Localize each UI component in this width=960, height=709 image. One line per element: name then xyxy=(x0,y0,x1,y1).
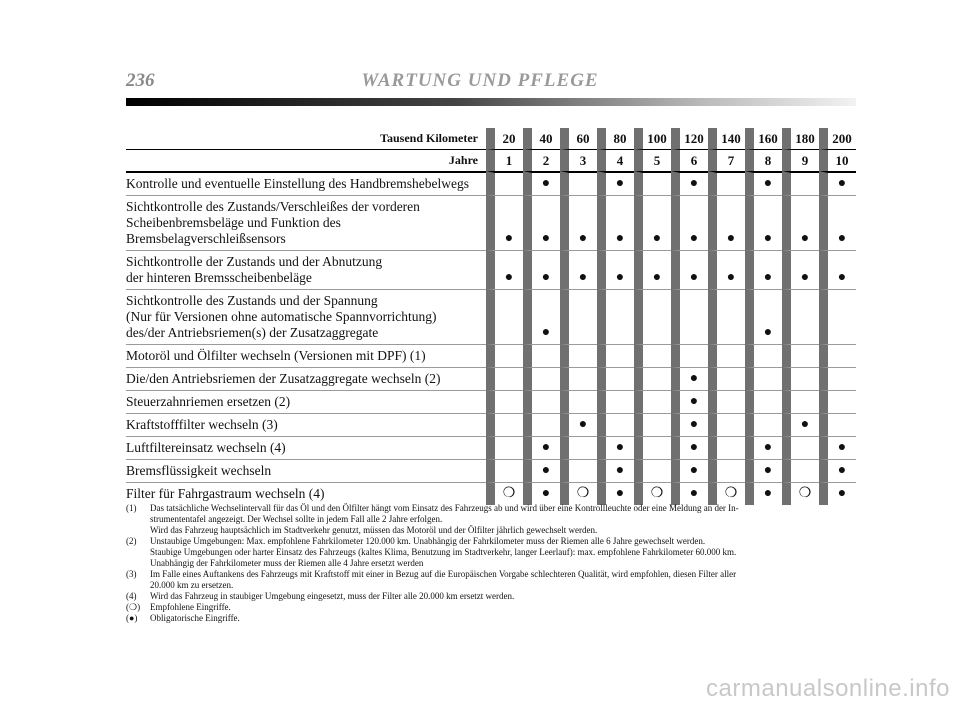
empty-mark-cell xyxy=(597,367,634,390)
empty-mark-cell xyxy=(634,344,671,367)
empty-mark-cell xyxy=(708,390,745,413)
empty-mark-cell xyxy=(745,367,782,390)
table-row xyxy=(126,390,856,413)
kilometer-value: 180 xyxy=(782,128,819,149)
obligatory-mark: ● xyxy=(708,250,745,289)
empty-mark-cell xyxy=(486,459,523,482)
empty-mark-cell xyxy=(634,171,671,195)
recommended-mark: ❍ xyxy=(782,482,819,505)
empty-mark-cell xyxy=(597,344,634,367)
task-label: Sichtkontrolle des Zustands/Verschleißes der vorderen Scheibenbremsbeläge und Funktion des Bremsbelagverschleißsensors xyxy=(126,195,486,250)
empty-mark-cell xyxy=(819,390,856,413)
empty-mark-cell xyxy=(782,344,819,367)
footnote-text: Empfohlene Eingriffe. xyxy=(150,602,231,612)
obligatory-mark: ● xyxy=(671,459,708,482)
empty-mark-cell xyxy=(745,413,782,436)
empty-mark-cell xyxy=(486,390,523,413)
table-row xyxy=(126,289,856,344)
obligatory-mark: ● xyxy=(671,413,708,436)
obligatory-mark: ● xyxy=(745,289,782,344)
empty-mark-cell xyxy=(819,367,856,390)
empty-mark-cell xyxy=(819,413,856,436)
empty-mark-cell xyxy=(634,390,671,413)
obligatory-mark: ● xyxy=(597,459,634,482)
task-label: Motoröl und Ölfilter wechseln (Versionen mit DPF) (1) xyxy=(126,344,486,367)
empty-mark-cell xyxy=(560,436,597,459)
obligatory-mark: ● xyxy=(782,195,819,250)
obligatory-mark: ● xyxy=(671,367,708,390)
task-label: Luftfiltereinsatz wechseln (4) xyxy=(126,436,486,459)
year-value: 10 xyxy=(819,149,856,171)
obligatory-mark: ● xyxy=(819,195,856,250)
obligatory-mark: ● xyxy=(782,413,819,436)
footnote-key: (❍) xyxy=(126,602,141,612)
obligatory-mark: ● xyxy=(634,250,671,289)
obligatory-mark: ● xyxy=(597,250,634,289)
year-value: 9 xyxy=(782,149,819,171)
obligatory-mark: ● xyxy=(671,171,708,195)
obligatory-mark: ● xyxy=(819,459,856,482)
task-label: Kraftstofffilter wechseln (3) xyxy=(126,413,486,436)
empty-mark-cell xyxy=(486,344,523,367)
year-label: Jahre xyxy=(126,149,486,171)
obligatory-mark: ● xyxy=(597,436,634,459)
footnote xyxy=(126,569,866,591)
empty-mark-cell xyxy=(782,390,819,413)
footnote-text: Unstaubige Umgebungen: Max. empfohlene Fahrkilometer 120.000 km. Unabhängig der Fahrkilometer muss der Riemen alle 6 Jahre gewechselt werden. Staubige Umgebungen oder harter Einsatz des Fahrzeugs (kaltes Klima, Benutzung im Stadtverkehr, langer Leerlauf): max. empfohlene Fahrkilometer 60.000 km. Unabhängig der Fahrkilometer muss der Riemen alle 4 Jahre ersetzt werden xyxy=(150,536,737,568)
year-value: 8 xyxy=(745,149,782,171)
empty-mark-cell xyxy=(745,390,782,413)
section-title: WARTUNG UND PFLEGE xyxy=(361,70,599,91)
obligatory-mark: ● xyxy=(819,250,856,289)
obligatory-mark: ● xyxy=(560,250,597,289)
maintenance-schedule-table xyxy=(126,128,856,505)
footnote-key: (2) xyxy=(126,536,137,546)
obligatory-mark: ● xyxy=(523,289,560,344)
year-value: 4 xyxy=(597,149,634,171)
task-label: Kontrolle und eventuelle Einstellung des Handbremshebelwegs xyxy=(126,171,486,195)
empty-mark-cell xyxy=(708,289,745,344)
watermark: carmanualsonline.info xyxy=(706,675,950,702)
empty-mark-cell xyxy=(486,436,523,459)
empty-mark-cell xyxy=(486,171,523,195)
obligatory-mark: ● xyxy=(560,413,597,436)
empty-mark-cell xyxy=(708,436,745,459)
obligatory-mark: ● xyxy=(745,482,782,505)
obligatory-mark: ● xyxy=(745,459,782,482)
empty-mark-cell xyxy=(634,459,671,482)
table-row xyxy=(126,367,856,390)
recommended-mark: ❍ xyxy=(634,482,671,505)
year-value: 1 xyxy=(486,149,523,171)
kilometer-label: Tausend Kilometer xyxy=(380,131,478,145)
footnote-text: Das tatsächliche Wechselintervall für das Öl und den Ölfilter hängt vom Einsatz des Fahrzeugs ab und wird über eine Kontrollleuchte oder eine Meldung an der In- strumententafel angezeigt. Der Wechsel sollte in jedem Fall alle 2 Jahre erfolgen. Wird das Fahrzeug hauptsächlich im Stadtverkehr genutzt, müssen das Motoröl und der Ölfilter jährlich gewechselt werden. xyxy=(150,503,739,535)
empty-mark-cell xyxy=(523,390,560,413)
obligatory-mark: ● xyxy=(782,250,819,289)
footnote xyxy=(126,591,866,602)
obligatory-mark: ● xyxy=(597,482,634,505)
empty-mark-cell xyxy=(634,436,671,459)
empty-mark-cell xyxy=(634,367,671,390)
empty-mark-cell xyxy=(671,344,708,367)
footnotes xyxy=(126,503,866,624)
task-label: Filter für Fahrgastraum wechseln (4) xyxy=(126,482,486,505)
recommended-mark: ❍ xyxy=(560,482,597,505)
empty-mark-cell xyxy=(560,289,597,344)
obligatory-mark: ● xyxy=(819,482,856,505)
year-value: 3 xyxy=(560,149,597,171)
empty-mark-cell xyxy=(523,367,560,390)
footnote xyxy=(126,536,866,569)
table-row xyxy=(126,250,856,289)
kilometer-value: 160 xyxy=(745,128,782,149)
empty-mark-cell xyxy=(597,390,634,413)
obligatory-mark: ● xyxy=(560,195,597,250)
obligatory-mark: ● xyxy=(634,195,671,250)
obligatory-mark: ● xyxy=(671,250,708,289)
empty-mark-cell xyxy=(819,344,856,367)
obligatory-mark: ● xyxy=(745,250,782,289)
obligatory-mark: ● xyxy=(671,482,708,505)
obligatory-mark: ● xyxy=(486,195,523,250)
empty-mark-cell xyxy=(486,413,523,436)
kilometer-value: 200 xyxy=(819,128,856,149)
table-row xyxy=(126,171,856,195)
obligatory-mark: ● xyxy=(745,171,782,195)
empty-mark-cell xyxy=(486,367,523,390)
kilometer-value: 120 xyxy=(671,128,708,149)
empty-mark-cell xyxy=(560,344,597,367)
footnote-key: (1) xyxy=(126,503,137,513)
footnote-key: (3) xyxy=(126,569,137,579)
table-row xyxy=(126,344,856,367)
obligatory-mark: ● xyxy=(523,195,560,250)
empty-mark-cell xyxy=(523,413,560,436)
year-value: 7 xyxy=(708,149,745,171)
obligatory-mark: ● xyxy=(819,171,856,195)
obligatory-mark: ● xyxy=(819,436,856,459)
year-header-row xyxy=(126,149,856,171)
footnote-key: (●) xyxy=(126,613,138,623)
empty-mark-cell xyxy=(708,367,745,390)
task-label: Bremsflüssigkeit wechseln xyxy=(126,459,486,482)
obligatory-mark: ● xyxy=(671,390,708,413)
table-row xyxy=(126,459,856,482)
empty-mark-cell xyxy=(560,390,597,413)
empty-mark-cell xyxy=(819,289,856,344)
empty-mark-cell xyxy=(782,367,819,390)
kilometer-value: 80 xyxy=(597,128,634,149)
empty-mark-cell xyxy=(560,367,597,390)
footnote xyxy=(126,503,866,536)
obligatory-mark: ● xyxy=(745,195,782,250)
kilometer-value: 40 xyxy=(523,128,560,149)
empty-mark-cell xyxy=(560,171,597,195)
empty-mark-cell xyxy=(782,171,819,195)
footnote-key: (4) xyxy=(126,591,137,601)
empty-mark-cell xyxy=(597,289,634,344)
empty-mark-cell xyxy=(708,171,745,195)
empty-mark-cell xyxy=(782,459,819,482)
empty-mark-cell xyxy=(782,436,819,459)
empty-mark-cell xyxy=(782,289,819,344)
year-value: 5 xyxy=(634,149,671,171)
task-label: Sichtkontrolle des Zustands und der Spannung (Nur für Versionen ohne automatische Spannvorrichtung) des/der Antriebsriemen(s) der Zusatzaggregate xyxy=(126,289,486,344)
kilometer-header-row xyxy=(126,128,856,149)
footnote-text: Obligatorische Eingriffe. xyxy=(150,613,240,623)
obligatory-mark: ● xyxy=(671,436,708,459)
obligatory-mark: ● xyxy=(671,195,708,250)
obligatory-mark: ● xyxy=(523,459,560,482)
empty-mark-cell xyxy=(523,344,560,367)
obligatory-mark: ● xyxy=(523,250,560,289)
table-row xyxy=(126,195,856,250)
empty-mark-cell xyxy=(560,459,597,482)
empty-mark-cell xyxy=(634,289,671,344)
obligatory-mark: ● xyxy=(597,171,634,195)
header-rule xyxy=(126,98,856,106)
year-value: 6 xyxy=(671,149,708,171)
recommended-mark: ❍ xyxy=(486,482,523,505)
kilometer-value: 140 xyxy=(708,128,745,149)
footnote-text: Im Falle eines Auftankens des Fahrzeugs mit Kraftstoff mit einer in Bezug auf die Europäischen Vorgabe schlechteren Qualität, wird empfohlen, diesen Filter aller 20.000 km zu ersetzen. xyxy=(150,569,737,590)
recommended-mark: ❍ xyxy=(708,482,745,505)
empty-mark-cell xyxy=(634,413,671,436)
empty-mark-cell xyxy=(486,289,523,344)
table-row xyxy=(126,482,856,505)
empty-mark-cell xyxy=(597,413,634,436)
task-label: Die/den Antriebsriemen der Zusatzaggregate wechseln (2) xyxy=(126,367,486,390)
empty-mark-cell xyxy=(745,344,782,367)
obligatory-mark: ● xyxy=(523,436,560,459)
kilometer-value: 60 xyxy=(560,128,597,149)
table-row xyxy=(126,436,856,459)
obligatory-mark: ● xyxy=(523,482,560,505)
table-row xyxy=(126,413,856,436)
kilometer-value: 100 xyxy=(634,128,671,149)
empty-mark-cell xyxy=(708,459,745,482)
empty-mark-cell xyxy=(708,344,745,367)
obligatory-mark: ● xyxy=(523,171,560,195)
empty-mark-cell xyxy=(671,289,708,344)
footnote xyxy=(126,602,866,613)
page-number: 236 xyxy=(126,70,155,91)
footnote xyxy=(126,613,866,624)
obligatory-mark: ● xyxy=(745,436,782,459)
task-label: Sichtkontrolle der Zustands und der Abnutzung der hinteren Bremsscheibenbeläge xyxy=(126,250,486,289)
obligatory-mark: ● xyxy=(708,195,745,250)
empty-mark-cell xyxy=(708,413,745,436)
kilometer-value: 20 xyxy=(486,128,523,149)
year-value: 2 xyxy=(523,149,560,171)
footnote-text: Wird das Fahrzeug in staubiger Umgebung eingesetzt, muss der Filter alle 20.000 km ersetzt werden. xyxy=(150,591,515,601)
obligatory-mark: ● xyxy=(597,195,634,250)
task-label: Steuerzahnriemen ersetzen (2) xyxy=(126,390,486,413)
obligatory-mark: ● xyxy=(486,250,523,289)
